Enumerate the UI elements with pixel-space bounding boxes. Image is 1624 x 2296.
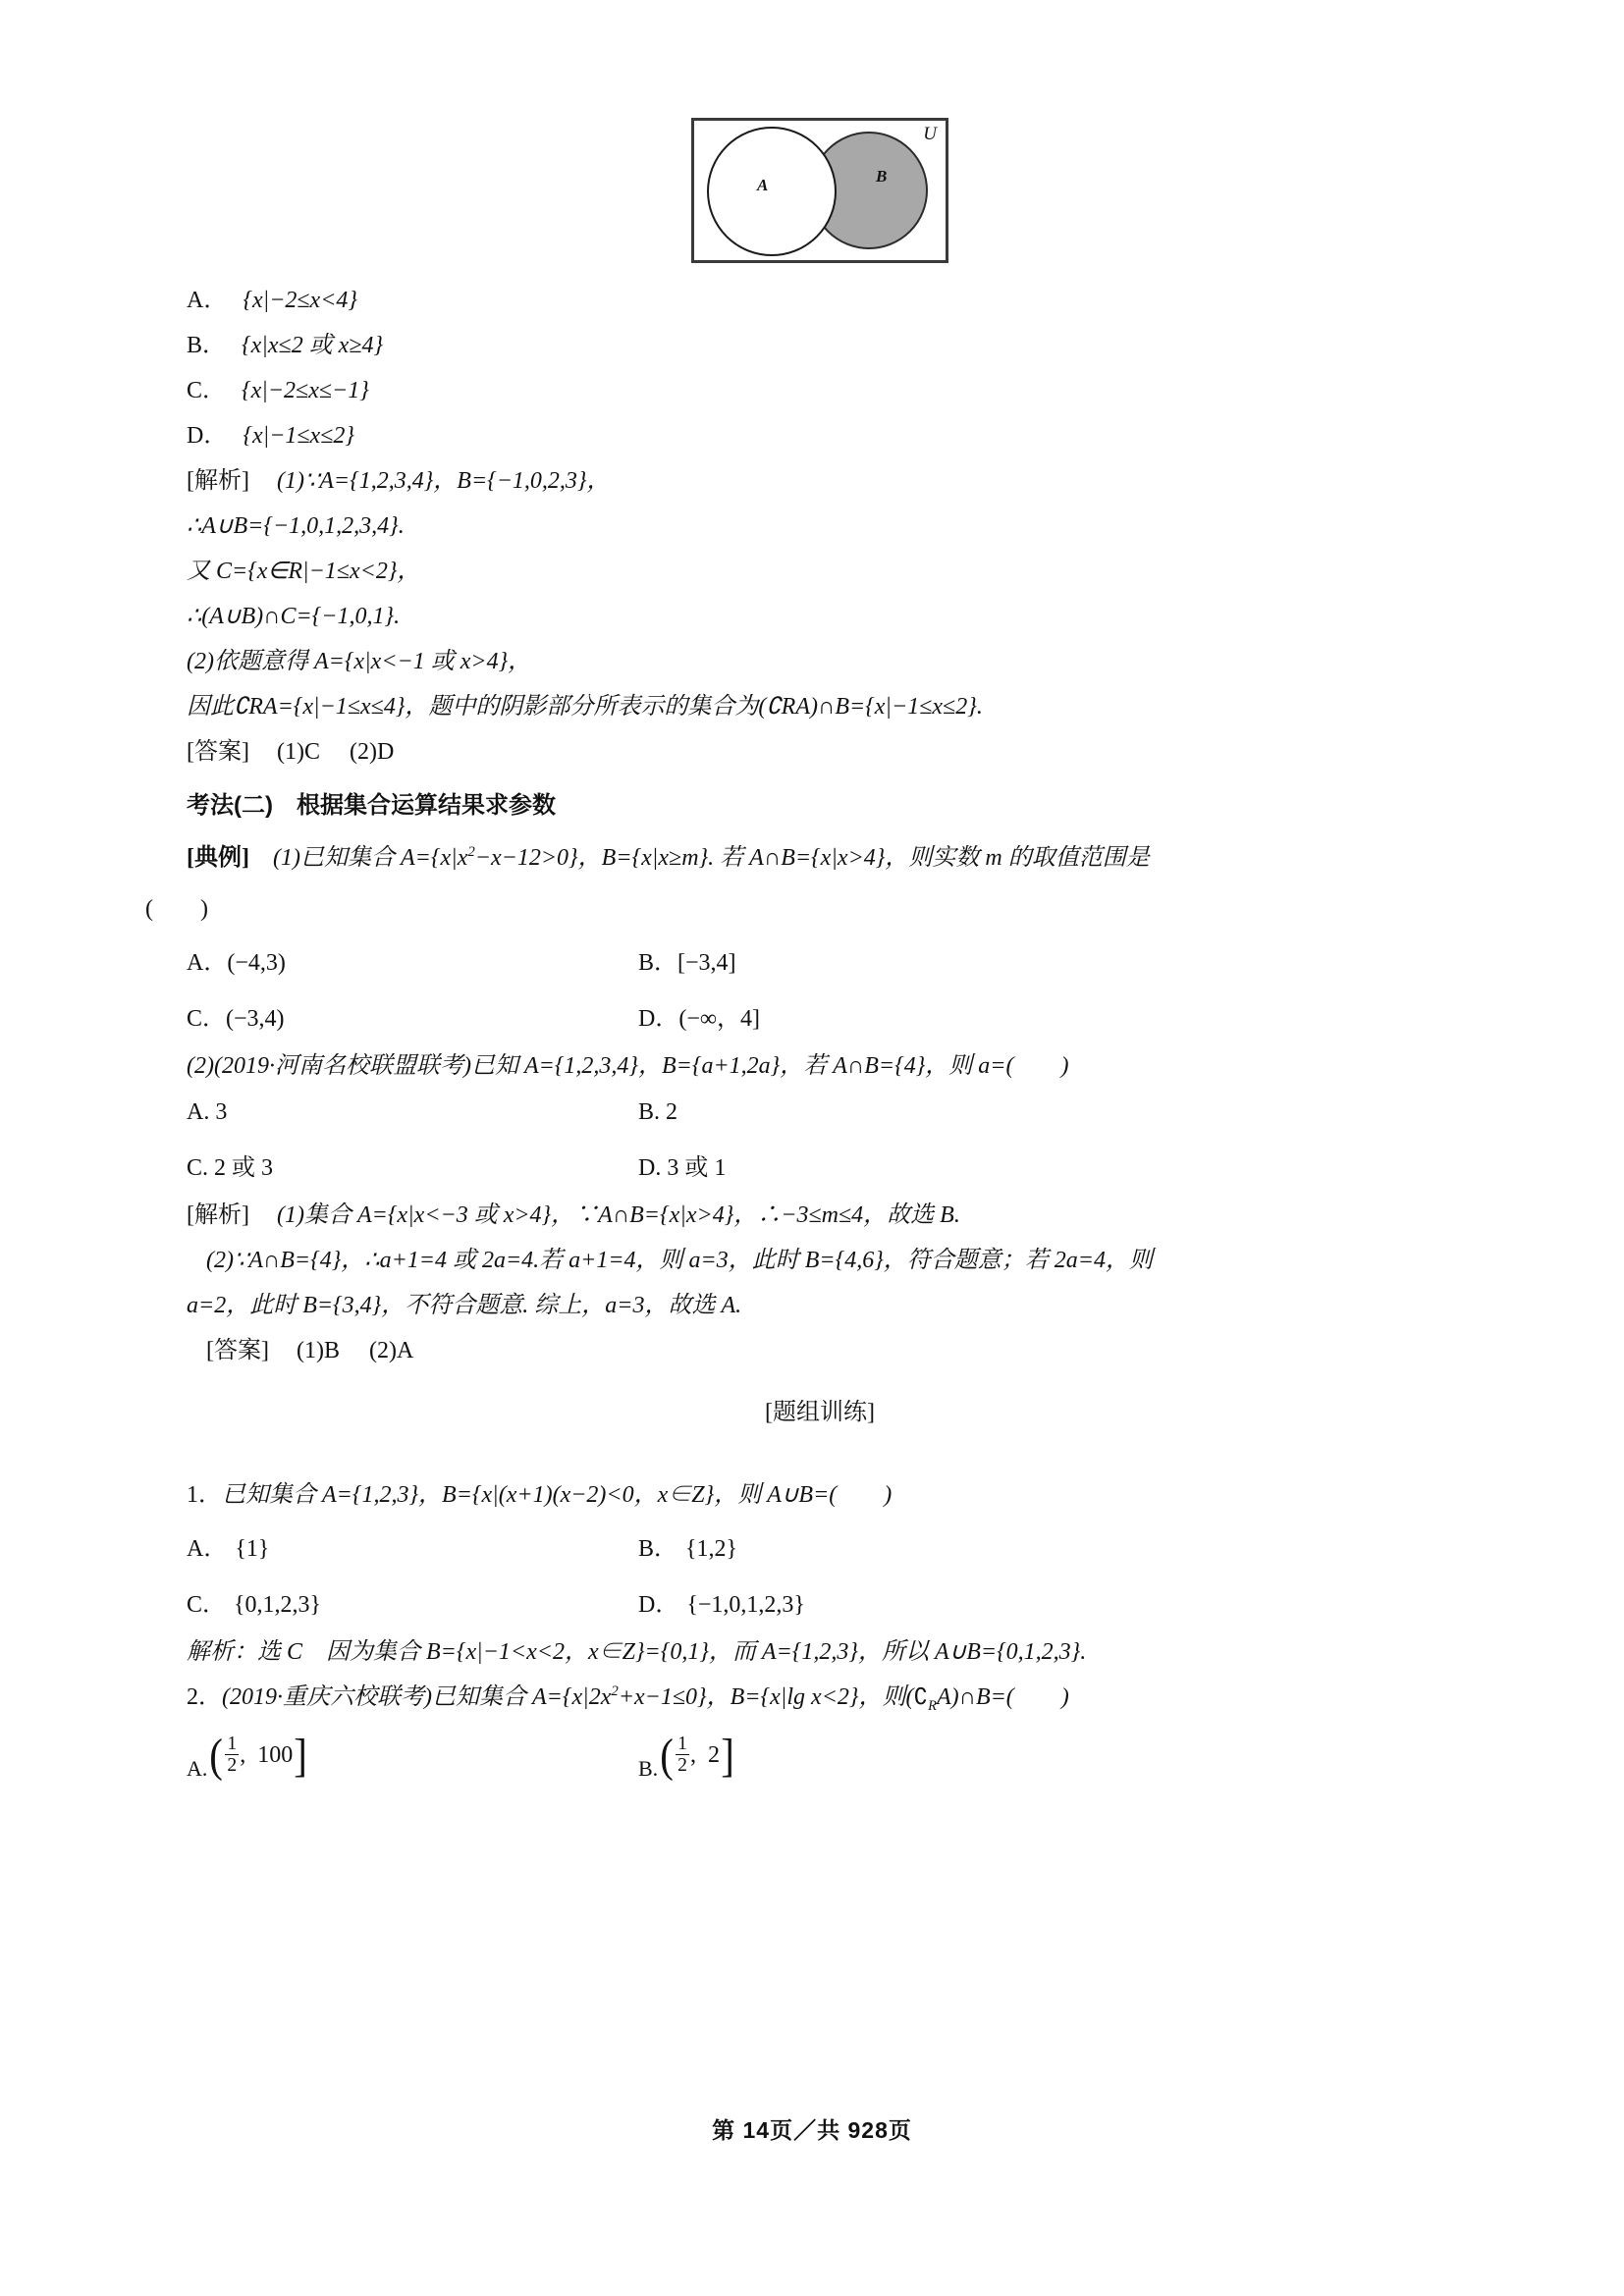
option-b: [638, 1528, 1090, 1563]
option-row-a: [187, 289, 1453, 312]
option-a: [187, 1729, 638, 1782]
option-key: B．: [638, 1535, 678, 1562]
option-text: 3 或 1: [667, 1154, 727, 1181]
exercise-1-question: [187, 1483, 1453, 1507]
answer-text: (1)C (2)D: [276, 739, 395, 765]
option-text: {x|−2≤x<4}: [243, 288, 358, 313]
example-question-1: [187, 841, 1453, 876]
option-a: [187, 1099, 638, 1126]
upper-bound: 2: [708, 1741, 721, 1768]
analysis-2-line-3: [187, 1294, 1453, 1317]
option-key: B．: [187, 333, 227, 358]
venn-label-a: A: [757, 176, 769, 194]
option-c: [187, 998, 638, 1033]
exercise-1-option-row-2: [187, 1584, 1453, 1619]
option-key: A．: [187, 949, 228, 976]
fraction-one-half: [676, 1734, 689, 1775]
example-question-text: (1)已知集合 $A=\{x|x^2-x-12>0\}$，B={x|x≥m}. 若 A∩B={x|x>4}，则实数 m 的取值范围是: [272, 844, 1150, 871]
exercise-2-question: [187, 1682, 1453, 1714]
example-tag: [典例]: [187, 845, 249, 871]
answer-text: (1)B (2)A: [296, 1337, 414, 1363]
option-text: {1}: [235, 1535, 270, 1562]
right-bracket: ]: [721, 1729, 734, 1782]
analysis-tag: [解析]: [187, 1201, 249, 1228]
option-key: D．: [638, 1591, 679, 1618]
example-question-text: (2)(2019·河南名校联盟联考)已知 A={1,2,3,4}，B={a+1,2a}，若 A∩B={4}，则 a=( ): [187, 1052, 1069, 1079]
option-c: [187, 1148, 638, 1182]
option-key: C.: [187, 1154, 215, 1181]
left-paren: (: [660, 1729, 674, 1782]
analysis-text: a=2，此时 B={3,4}，不符合题意. 综上，a=3，故选 A.: [187, 1292, 742, 1318]
option-key: A.: [187, 1098, 216, 1125]
option-text: 2 或 3: [214, 1154, 274, 1181]
option-row-c: [187, 379, 1453, 402]
analysis-text: 因此∁RA={x|−1≤x≤4}，题中的阴影部分所表示的集合为(∁RA)∩B={x|−1≤x≤2}.: [187, 694, 983, 720]
exercise-number: 1．: [187, 1481, 222, 1508]
exercise-2-option-row: [187, 1729, 1453, 1782]
analysis-text: (1)∵A={1,2,3,4}，B={−1,0,2,3}，: [276, 468, 611, 494]
answer-tag: [答案]: [206, 1337, 269, 1363]
option-key: A．: [187, 1535, 228, 1562]
option-b: [638, 1729, 1090, 1782]
analysis-1-line-3: [187, 560, 1453, 583]
example-option-row-1: [187, 942, 1453, 977]
option-b: [638, 942, 1090, 977]
solution-text: 解析：选 C 因为集合 B={x|−1<x<2，x∈Z}={0,1}，而 A={1,2,3}，所以 A∪B={0,1,2,3}.: [187, 1638, 1087, 1665]
option-text: 3: [215, 1098, 228, 1125]
option-b: [638, 1099, 1090, 1126]
option-a: [187, 942, 638, 977]
exercise-number: 2．: [187, 1683, 222, 1710]
numerator: 1: [677, 1732, 688, 1754]
analysis-text: 又 C={x∈R|−1≤x<2}，: [187, 559, 421, 584]
interval-option-a: [187, 1729, 308, 1782]
analysis-text: ∴(A∪B)∩C={−1,0,1}.: [187, 604, 401, 629]
option-d: [638, 1584, 1090, 1619]
analysis-2-line-2: [187, 1249, 1453, 1272]
analysis-1-line-1: [187, 469, 1453, 493]
example2-option-row-1: [187, 1099, 1453, 1126]
option-text: {x|x≤2 或 x≥4}: [242, 333, 384, 358]
example-question-2: [187, 1054, 1453, 1078]
option-text: {0,1,2,3}: [234, 1591, 322, 1618]
upper-bound: 100: [257, 1741, 294, 1768]
analysis-1-line-4: [187, 605, 1453, 628]
analysis-1-line-5: [187, 650, 1453, 673]
option-text: (−3,4): [226, 1005, 285, 1032]
interval-option-b: [638, 1729, 735, 1782]
analysis-text: (2)∵A∩B={4}，∴a+1=4 或 2a=4.若 a+1=4，则 a=3，此时 B={4,6}，符合题意；若 2a=4，则: [206, 1247, 1153, 1273]
option-key: D．: [187, 423, 228, 449]
venn-universe-label: U: [923, 124, 937, 144]
option-key: B.: [638, 1098, 667, 1125]
example-question-1-paren: ( ): [145, 895, 208, 922]
option-text: (−∞，4]: [678, 1005, 760, 1032]
option-text: [−3,4]: [677, 949, 736, 976]
analysis-1-line-2: [187, 514, 1453, 538]
method-heading: 考法(二) 根据集合运算结果求参数: [187, 792, 556, 819]
numerator: 1: [227, 1732, 238, 1754]
option-key: A．: [187, 288, 228, 313]
option-key: B．: [638, 949, 678, 976]
option-key: B.: [638, 1756, 659, 1782]
answer-tag: [答案]: [187, 739, 249, 765]
option-c: [187, 1584, 638, 1619]
fraction-one-half: [225, 1734, 239, 1775]
analysis-text: ∴A∪B={−1,0,1,2,3,4}.: [187, 513, 405, 539]
option-key: D．: [638, 1005, 679, 1032]
option-text: 2: [666, 1098, 678, 1125]
exercise-group-heading: [题组训练]: [765, 1399, 875, 1425]
page-footer: 第 14页／共 928页: [712, 2117, 912, 2143]
option-key: C．: [187, 1005, 227, 1032]
option-d: [638, 1148, 1090, 1182]
option-row-d: [187, 424, 1453, 448]
option-key: C．: [187, 1591, 227, 1618]
analysis-1-line-6: [187, 695, 1453, 719]
analysis-2-line-1: [187, 1203, 1453, 1227]
option-row-b: [187, 334, 1453, 357]
option-text: {x|−1≤x≤2}: [243, 423, 354, 449]
right-bracket: ]: [294, 1729, 308, 1782]
option-key: C．: [187, 378, 227, 403]
option-a: [187, 1528, 638, 1563]
exercise-text: 已知集合 A={1,2,3}，B={x|(x+1)(x−2)<0，x∈Z}，则 A∪B=( ): [222, 1481, 893, 1508]
option-text: (−4,3): [227, 949, 286, 976]
left-paren: (: [209, 1729, 224, 1782]
answer-1-row: [187, 740, 1453, 764]
analysis-text: (2)依题意得 A={x|x<−1 或 x>4}，: [187, 649, 532, 674]
venn-universe-box: [691, 118, 948, 263]
analysis-text: (1)集合 A={x|x<−3 或 x>4}，∵A∩B={x|x>4}，∴−3≤m≤4，故选 B.: [276, 1201, 960, 1228]
venn-circle-a: [707, 127, 837, 256]
option-text: {x|−2≤x≤−1}: [242, 378, 369, 403]
example2-option-row-2: [187, 1148, 1453, 1182]
option-d: [638, 998, 1090, 1033]
comma: ,: [690, 1741, 709, 1768]
option-text: {−1,0,1,2,3}: [686, 1591, 805, 1618]
denominator: 2: [227, 1753, 238, 1776]
example-option-row-2: [187, 998, 1453, 1033]
option-key: D.: [638, 1154, 668, 1181]
venn-diagram-figure: [187, 118, 1453, 263]
page-content: [145, 118, 1453, 1798]
denominator: 2: [677, 1753, 688, 1776]
analysis-tag: [解析]: [187, 468, 249, 494]
option-key: A.: [187, 1756, 208, 1782]
option-text: {1,2}: [685, 1535, 738, 1562]
exercise-text: (2019·重庆六校联考)已知集合 $A=\{x|2x^2+x-1\le 0\}$，B={x|lg x<2}，则$(∁_RA)\cap B=$( ): [222, 1682, 1069, 1714]
answer-2-row: [187, 1339, 1453, 1362]
comma: ,: [240, 1741, 258, 1768]
exercise-1-solution: [187, 1640, 1453, 1664]
exercise-1-option-row-1: [187, 1528, 1453, 1563]
venn-label-b: B: [876, 167, 888, 186]
